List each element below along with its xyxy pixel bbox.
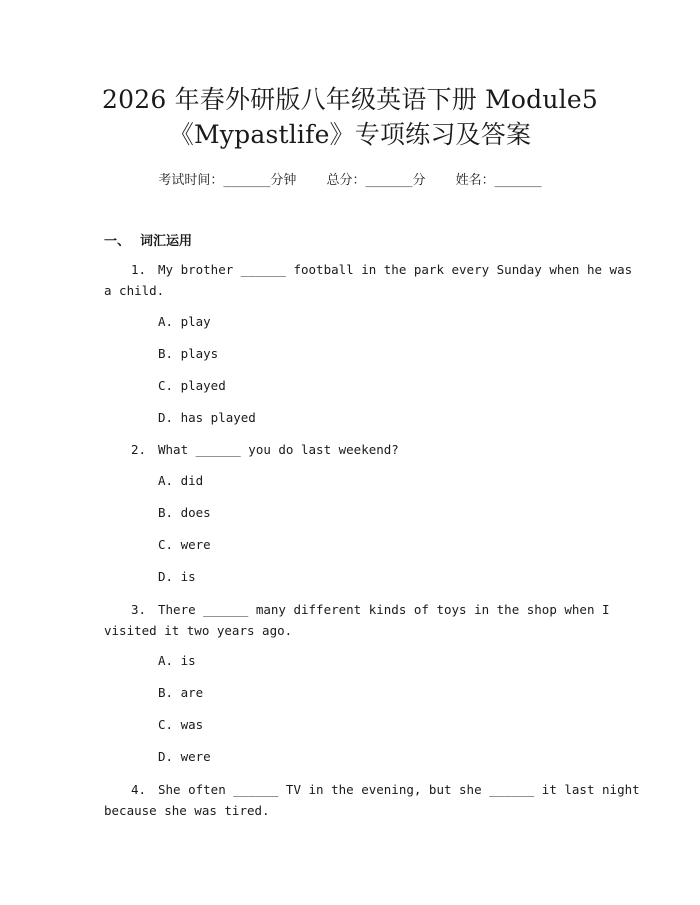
question-3 — [104, 599, 610, 641]
question-number: 3. — [131, 602, 147, 617]
question-number: 2. — [131, 442, 147, 457]
question-number: 1. — [131, 262, 147, 277]
option-3c: C. was — [158, 717, 204, 732]
option-3a: A. is — [158, 653, 196, 668]
exam-time — [158, 169, 296, 188]
question-4 — [104, 779, 640, 821]
question-1 — [104, 259, 633, 301]
question-text: What ______ you do last weekend? — [158, 442, 399, 457]
option-2b: B. does — [158, 505, 211, 520]
section-number: 一、 — [104, 234, 131, 249]
question-text-cont: because she was tired. — [104, 803, 270, 818]
section-title: 词汇运用 — [140, 234, 193, 249]
option-3b: B. are — [158, 685, 204, 700]
option-1c: C. played — [158, 378, 226, 393]
score-label: 总分： — [326, 173, 366, 188]
exam-score — [327, 169, 426, 188]
exam-name — [456, 169, 542, 188]
question-text-cont: a child. — [104, 283, 165, 298]
section-heading — [104, 230, 192, 249]
doc-title-line2: 《Mypastlife》专项练习及答案 — [168, 120, 532, 149]
exam-meta — [0, 169, 700, 188]
question-text-cont: visited it two years ago. — [104, 623, 293, 638]
question-text: She often ______ TV in the evening, but she ______ it last night — [158, 782, 640, 797]
name-label: 姓名： — [455, 173, 495, 188]
option-2d: D. is — [158, 569, 196, 584]
time-unit: 分钟 — [270, 173, 297, 188]
option-1b: B. plays — [158, 346, 219, 361]
question-text: There ______ many different kinds of toys in the shop when I — [158, 602, 610, 617]
time-blank: ______ — [223, 173, 271, 188]
time-label: 考试时间： — [158, 173, 224, 188]
option-2a: A. did — [158, 473, 204, 488]
score-unit: 分 — [412, 173, 426, 188]
option-1d: D. has played — [158, 410, 256, 425]
option-1a: A. play — [158, 314, 211, 329]
option-3d: D. were — [158, 749, 211, 764]
score-blank: ______ — [365, 173, 413, 188]
question-2 — [104, 439, 604, 460]
name-blank: ______ — [494, 173, 542, 188]
option-2c: C. were — [158, 537, 211, 552]
question-number: 4. — [131, 782, 147, 797]
question-text: My brother ______ football in the park every Sunday when he was — [158, 262, 633, 277]
doc-title-line1: 2026 年春外研版八年级英语下册 Module5 — [102, 85, 598, 114]
